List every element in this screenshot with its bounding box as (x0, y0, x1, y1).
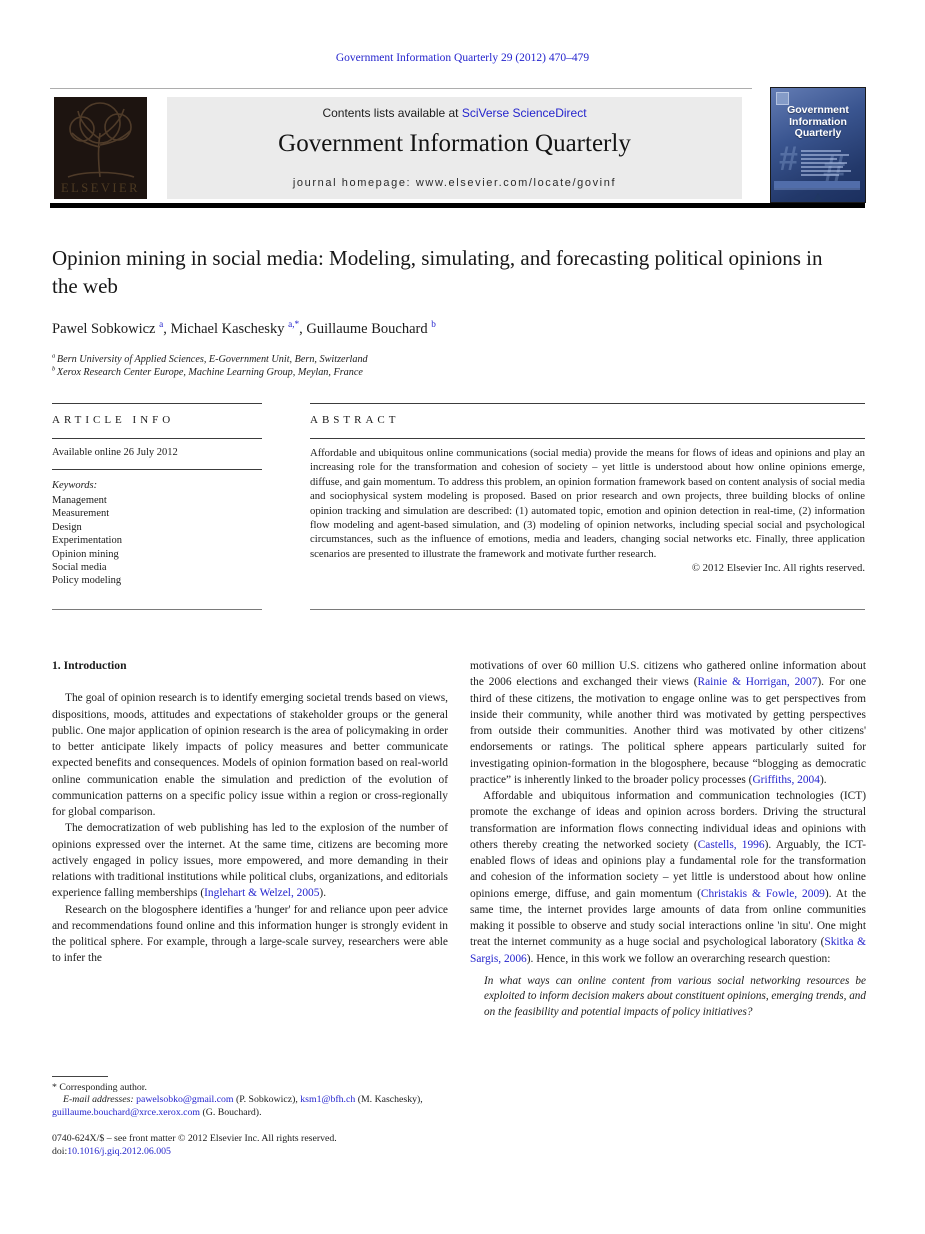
link[interactable]: a (159, 320, 164, 331)
paragraph (52, 902, 448, 967)
hash-motif-icon: # (779, 140, 798, 178)
text-segment: ). (319, 887, 327, 900)
link[interactable]: pawelsobko@gmail.com (136, 1094, 234, 1105)
link[interactable]: a,* (288, 320, 300, 331)
footnote-divider (52, 1076, 108, 1077)
list-item: Experimentation (52, 535, 122, 547)
text-segment: (M. Kaschesky), (355, 1094, 423, 1105)
text-segment: Affordable and ubiquitous information and communication technologies (ICT) promote the exchange of ideas and opinion across borders. Driving the structural transformation are information flows connecting individual ideas and opinions with others thereby creating the networked society ( (470, 790, 866, 851)
text-segment: ). For one third of these citizens, the motivation to engage online was to get perspectives from inside their community, while another third was motivated by getting perspectives from outside their communities. Another third was motivated by other citizens' endorsements or ratings. The political sphere appears particularly suited for investigating opinion-formation in the blogosphere, because “blogging as democratic practice” is inherently linked to the broader policy processes ( (470, 676, 866, 786)
divider-thick (50, 203, 865, 208)
list-item: Opinion mining (52, 548, 119, 560)
article-title: Opinion mining in social media: Modeling, simulating, and forecasting political opinions in the web (52, 246, 823, 298)
link[interactable]: ksm1@bfh.ch (300, 1094, 356, 1105)
divider (310, 438, 865, 439)
text-segment: ). (819, 773, 827, 786)
email-addresses (52, 1094, 452, 1119)
cover-title (771, 105, 865, 140)
list-item: Social media (52, 562, 107, 574)
link[interactable]: b (431, 320, 436, 331)
link[interactable]: Christakis & Fowle, 2009 (700, 887, 825, 900)
text-segment: The goal of opinion research is to identify emerging societal trends based on views, dispositions, moods, attitudes and expectations of stakeholder groups or the general public. One major application of opinion research is the area of policymaking in order to better anticipate likely impacts of policy measures and better communicate expected benefits and consequences. Models of opinion formation based on real-world online communication enable the simulation and prediction of the evolution of communication patterns on a specific policy issue within a region or cross-regionally for global comparison. (52, 692, 448, 818)
text-segment: E-mail addresses: (63, 1094, 137, 1105)
text-segment: Research on the blogosphere identifies a 'hunger' for and reliance upon peer advice and recommendations found online and this information hunger is strongly evident in the political sphere. For example, through a large-scale survey, researchers were able to infer the (52, 903, 448, 965)
section-heading: 1. Introduction (52, 659, 127, 672)
link[interactable]: SciVerse ScienceDirect (461, 106, 587, 120)
link[interactable]: guillaume.bouchard@xrce.xerox.com (52, 1106, 201, 1118)
text-segment: a (52, 352, 57, 360)
text-segment: b (52, 365, 57, 373)
list-item: Information (789, 115, 847, 128)
paragraph (470, 788, 866, 967)
journal-cover-thumbnail[interactable] (770, 87, 866, 203)
text-segment: Xerox Research Center Europe, Machine Learning Group, Meylan, France (56, 367, 363, 378)
body-right-column (470, 658, 866, 1021)
list-item: Government (787, 104, 849, 116)
elsevier-tree-icon (54, 97, 147, 183)
abstract-heading: ABSTRACT (310, 414, 400, 426)
text-segment: Bern University of Applied Sciences, E-Government Unit, Bern, Switzerland (56, 354, 368, 365)
text-segment: ). Hence, in this work we follow an overarching research question: (526, 952, 831, 965)
affiliation-line (52, 366, 852, 379)
doi-line (52, 1146, 171, 1157)
link[interactable]: Rainie & Horrigan, 2007 (697, 676, 818, 689)
text-segment: , Michael Kaschesky (163, 321, 289, 337)
list-item: Management (52, 495, 107, 506)
cover-tree-icon (814, 193, 822, 200)
text-segment: doi: (52, 1146, 68, 1157)
affiliation-line (52, 353, 852, 366)
body-left-column (52, 658, 448, 967)
list-item: Measurement (52, 508, 110, 520)
divider (310, 403, 865, 404)
article-info-heading: ARTICLE INFO (52, 414, 175, 426)
abstract-copyright: © 2012 Elsevier Inc. All rights reserved. (691, 562, 865, 575)
text-segment: , Guillaume Bouchard (299, 321, 432, 337)
paragraph (52, 820, 448, 901)
list-item: Design (52, 521, 82, 533)
abstract-block (310, 446, 865, 574)
paragraph (470, 658, 866, 788)
available-online-date: Available online 26 July 2012 (52, 447, 178, 458)
divider (52, 609, 262, 610)
divider (52, 469, 262, 470)
paragraph (52, 690, 448, 820)
divider (52, 438, 262, 439)
elsevier-logo[interactable] (54, 97, 147, 199)
text-segment: (P. Sobkowicz), (233, 1094, 301, 1105)
journal-homepage-link[interactable]: journal homepage: www.elsevier.com/locate/govinf (292, 177, 617, 189)
keywords-list (52, 494, 122, 588)
divider (310, 609, 865, 610)
issn-copyright-line: 0740-624X/$ – see front matter © 2012 Elsevier Inc. All rights reserved. (52, 1133, 337, 1144)
contents-line (167, 106, 742, 120)
text-segment: ). At the same time, the internet provides large amounts of data from online communities making it possible to observe and study social interactions online 'in situ'. One might treat the internet community as a huge social and psychological laboratory ( (470, 887, 866, 949)
list-item: Policy modeling (52, 575, 122, 587)
journal-title: Government Information Quarterly (278, 130, 631, 157)
text-segment: (G. Bouchard). (200, 1106, 262, 1118)
text-segment: Pawel Sobkowicz (52, 321, 160, 337)
cover-editor-lines (801, 150, 851, 178)
keywords-label: Keywords: (52, 480, 98, 491)
link[interactable]: Griffiths, 2004 (752, 773, 820, 786)
elsevier-logo-text: ELSEVIER (60, 181, 141, 195)
author-line (52, 321, 852, 338)
text-segment: motivations of over 60 million U.S. citizens who gathered online information about the 2006 elections and exchanged their views ( (470, 660, 866, 689)
text-segment: The democratization of web publishing has led to the explosion of the number of opinions expressed over the internet. At the same time, citizens are becoming more actively engaged in policy issues, more empowered, and more demanding in their relations with traditional institutions while political clubs, organizations, and editorials experience falling memberships ( (52, 822, 448, 900)
corresponding-author-note: * Corresponding author. (52, 1082, 147, 1093)
divider (50, 88, 752, 89)
link[interactable]: Skitka & Sargis, 2006 (470, 936, 866, 965)
link[interactable]: Inglehart & Welzel, 2005 (204, 887, 320, 900)
cover-banner-strip (774, 181, 860, 188)
link[interactable]: Castells, 1996 (697, 838, 765, 851)
text-segment: Contents lists available at (322, 106, 462, 120)
journal-citation: Government Information Quarterly 29 (2012) 470–479 (335, 52, 590, 64)
list-item: Quarterly (794, 127, 842, 139)
divider (52, 403, 262, 404)
text-segment: ). Arguably, the ICT-enabled flows of ideas and opinions play a fundamental role for the transformation and cohesion of the information society – yet little is understood about how online opinions emerge, diffuse, and gain momentum ( (470, 838, 866, 900)
abstract-text: Affordable and ubiquitous online communications (social media) provide the means for flows of ideas and opinions and play an increasing role for the transformation and cohesion of society – yet little is understood about how online opinions emerge, diffuse, and gain momentum. To address this problem, an opinion formation framework based on content analysis of social media and sociophysical system modeling is proposed. Based on prior research and own projects, three building blocks of online opinion tracking and simulation are described: (1) automated topic, emotion and opinion detection in real-time, (2) information flow modeling and agent-based simulation, and (3) modeling of opinion networks, including special social and psychological circumstances, such as the influence of emotions, media and leaders, changing social networks etc. Finally, three application scenarios are presented to illustrate the framework and motivate further research. (310, 447, 865, 560)
link[interactable]: 10.1016/j.giq.2012.06.005 (67, 1146, 171, 1157)
research-question-quote: In what ways can online content from various social networking resources be exploited to inform decision makers about constituent opinions, emerging trends, and on the feasibility and potential impacts of policy initiatives? (484, 974, 866, 1018)
journal-banner (167, 97, 742, 199)
